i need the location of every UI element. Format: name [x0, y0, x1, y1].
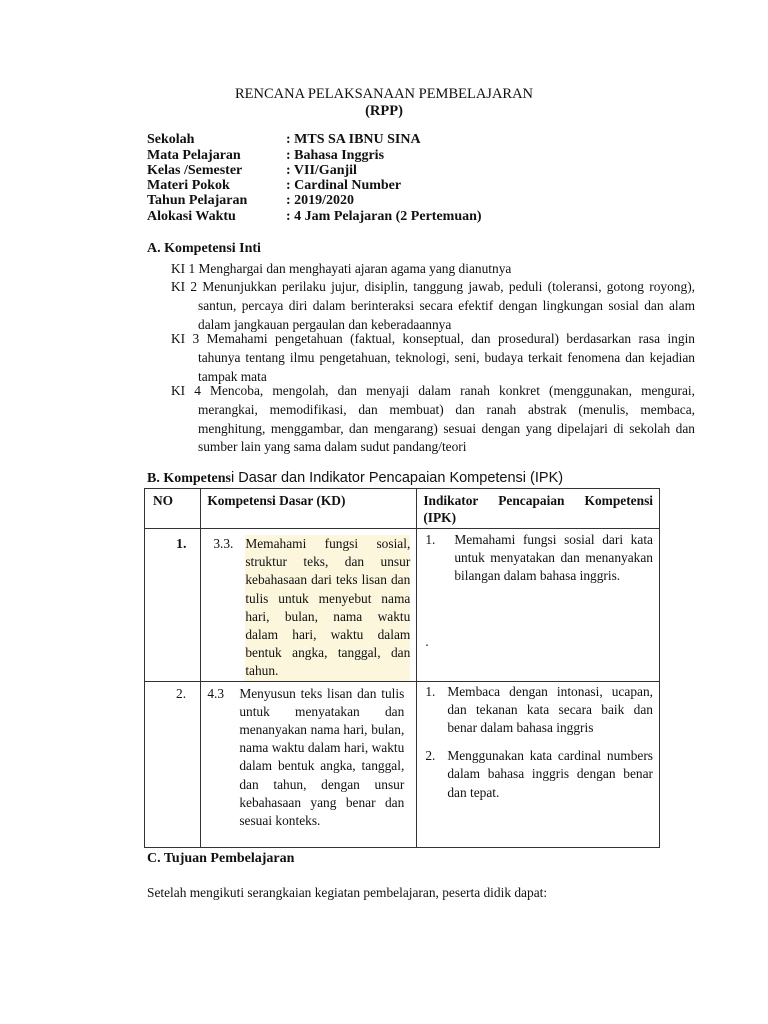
row-1-no: 1. — [176, 537, 187, 552]
document-subtitle: (RPP) — [365, 103, 403, 119]
row-2-ipk-item-2-text: Menggunakan kata cardinal numbers dalam bahasa inggris dengan benar dan tepat. — [447, 748, 653, 800]
document-title: RENCANA PELAKSANAAN PEMBELAJARAN — [234, 86, 534, 102]
meta-value-tahun: : 2019/2020 — [286, 193, 355, 208]
header-ipk: Indikator Pencapaian Kompetensi (IPK) — [417, 489, 660, 529]
row-2-kd-cell — [201, 681, 417, 847]
meta-value-kelas: : VII/Ganjil — [286, 163, 357, 178]
row-2-kd-text: Menyusun teks lisan dan tulis untuk menyatakan dan menanyakan nama hari, bulan, nama waktu dalam hari, waktu dalam bentuk angka, tanggal, dan tahun, dengan unsur kebahasaan yang benar dan sesuai konteks. — [239, 685, 405, 829]
meta-label-sekolah: Sekolah — [147, 132, 195, 147]
kd-ipk-table — [144, 488, 660, 848]
section-c-heading: C. Tujuan Pembelajaran — [147, 851, 295, 866]
meta-label-mata-pelajaran: Mata Pelajaran — [147, 148, 241, 163]
row-2-ipk-cell — [417, 681, 660, 847]
row-1-ipk-item-1-text: Memahami fungsi sosial dari kata untuk menyatakan dan menanyakan bilangan dalam bahasa inggris. — [454, 532, 653, 584]
row-1-ipk-cell — [417, 529, 660, 682]
table-header-row — [145, 489, 660, 529]
meta-value-sekolah: : MTS SA IBNU SINA — [286, 132, 421, 147]
meta-value-mata-pelajaran: : Bahasa Inggris — [286, 148, 385, 163]
meta-label-materi: Materi Pokok — [147, 178, 230, 193]
table-row — [145, 681, 660, 847]
section-c-paragraph: Setelah mengikuti serangkaian kegiatan pembelajaran, peserta didik dapat: — [147, 885, 548, 900]
row-2-ipk-item-1-number: 1. — [425, 683, 436, 699]
row-2-ipk-item-2 — [425, 747, 653, 802]
row-1-no-cell — [145, 529, 201, 682]
ki-4: KI 4 Mencoba, mengolah, dan menyaji dalam ranah konkret (menggunakan, mengurai, merangkai, memodifikasi, dan membuat) dan ranah abstrak (menulis, membaca, menghitung, menggambar, dan mengarang) sesuai dengan yang dipelajari di sekolah dan sumber lain yang sama dalam sudut pandang/teori — [171, 383, 695, 455]
meta-value-alokasi: : 4 Jam Pelajaran (2 Pertemuan) — [286, 209, 482, 224]
section-a-heading: A. Kompetensi Inti — [147, 241, 261, 256]
ki-3: KI 3 Memahami pengetahuan (faktual, konseptual, dan prosedural) berdasarkan rasa ingin tahunya tentang ilmu pengetahuan, teknologi, seni, budaya terkait fenomena dan kejadian tampak mata — [171, 331, 695, 384]
row-2-kd-number: 4.3 — [207, 685, 225, 701]
meta-label-kelas: Kelas /Semester — [147, 163, 243, 178]
row-1-ipk-item-1 — [425, 531, 653, 586]
header-kd: Kompetensi Dasar (KD) — [201, 489, 417, 529]
table-row — [145, 529, 660, 682]
row-2-no: 2. — [176, 685, 187, 701]
section-b-heading-rest: i Dasar dan Indikator Pencapaian Kompetensi (IPK) — [231, 470, 564, 486]
meta-value-materi: : Cardinal Number — [286, 178, 402, 193]
section-b-heading-bold: B. Kompetens — [147, 471, 231, 486]
row-1-kd-text: Memahami fungsi sosial, struktur teks, dan unsur kebahasaan dari teks lisan dan tulis untuk menyebut nama hari, bulan, nama waktu dalam hari, waktu dalam bentuk angka, tanggal, dan tahun. — [245, 535, 410, 681]
row-1-kd-cell — [201, 529, 417, 682]
ki-2: KI 2 Menunjukkan perilaku jujur, disiplin, tanggung jawab, peduli (toleransi, gotong royong), santun, percaya diri dalam berinteraksi secara efektif dengan lingkungan sosial dan alam dalam jangkauan pergaulan dan keberadaannya — [171, 279, 695, 332]
meta-label-tahun: Tahun Pelajaran — [147, 193, 248, 208]
row-2-ipk-item-1 — [425, 683, 653, 738]
header-no: NO — [145, 489, 201, 529]
meta-label-alokasi: Alokasi Waktu — [147, 209, 236, 224]
row-2-no-cell — [145, 681, 201, 847]
ki-1: KI 1 Menghargai dan menghayati ajaran agama yang dianutnya — [171, 261, 512, 276]
row-2-ipk-item-1-text: Membaca dengan intonasi, ucapan, dan tekanan kata secara baik dan benar dalam bahasa inggris — [447, 683, 653, 736]
section-b-heading — [147, 470, 563, 487]
row-2-ipk-item-2-number: 2. — [425, 748, 436, 764]
row-1-ipk-note: . — [425, 633, 429, 649]
row-1-ipk-item-1-number: 1. — [425, 532, 436, 547]
row-1-kd-number: 3.3. — [213, 536, 234, 551]
